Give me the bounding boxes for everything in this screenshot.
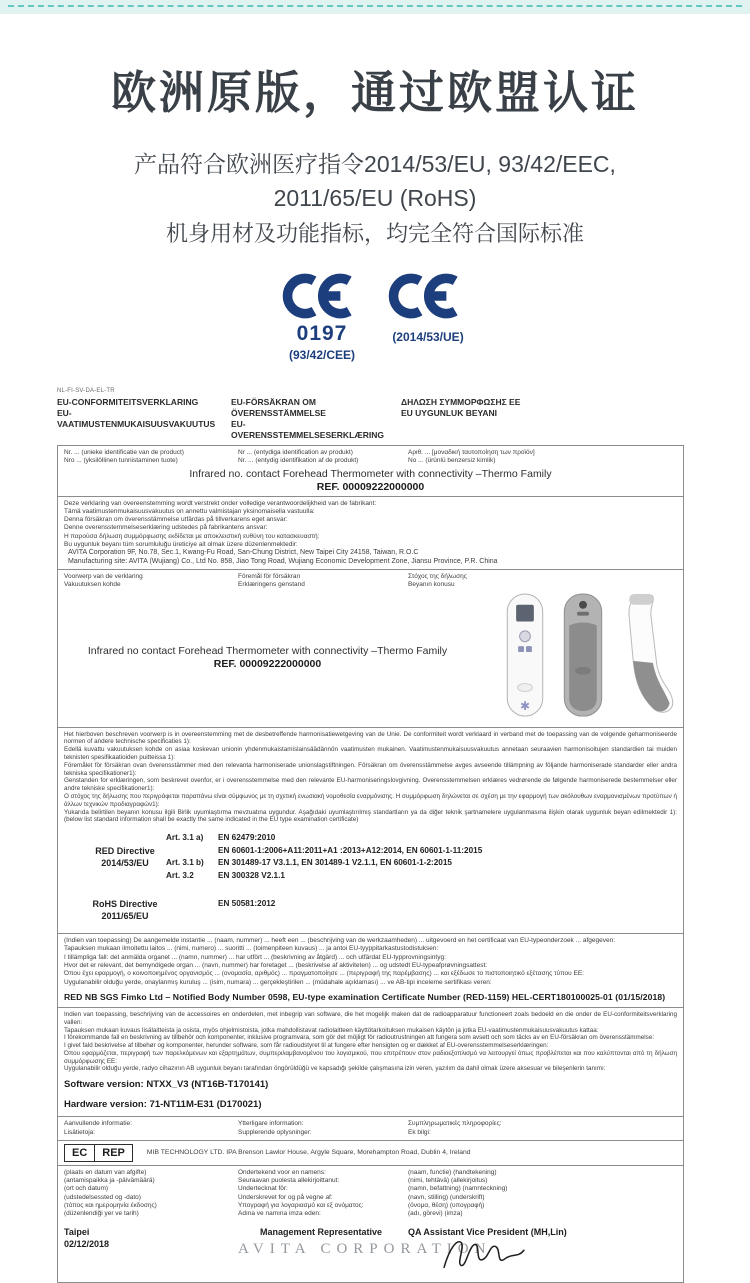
ec-rep-symbol: EC REP [64,1144,133,1162]
rohs-directive-name: RoHS Directive 2011/65/EU [92,899,158,922]
sign-role: Management Representative [259,1226,383,1237]
accessories-line: I givet fald beskrivelse af tilbehør og komponenter, herunder software, som får radioudstyret til at fungere efter hensigten og er dækket af EU-overensstemmelseserklæringen: [64,1042,549,1050]
red-directive-name: RED Directive 2014/53/EU [95,846,155,869]
subtitle-line-3: 机身用材及功能指标，均完全符合国际标准 [165,221,584,246]
ce-mark-medical [282,271,362,362]
harmonised-paragraph: Yukarıda belirtilen beyanın konusu ilgili Birlik uyumlaştırma mevzuatına uygundur. Aşağıdaki uyumlaştırılmış standartların ya da diğer teknik şartnamelere uygulanmasına ilişkin olarak uygunluk beyan edilmektedir 1): (below list standard information shall be exactly the same indicated in the EU type examination certificate) [64,808,677,824]
declaration-line: Tämä vaatimustenmukaisuusvakuutus on annettu valmistajan yksinomaisella vastuulla: [64,507,315,515]
directives-table [64,832,677,922]
product-name-2: Infrared no contact Forehead Thermometer with connectivity –Thermo Family [87,645,448,658]
subtitle-block [0,147,750,253]
nr-column: Αριθ. ... [μοναδική ταυτοποίηση των προϊόν] No ... (ürünlü benzersiz kimlik) [408,449,535,465]
ce-mark-icon [282,271,362,321]
accessories-line: Όπου εφαρμόζεται, περιγραφή των παρελκόμενων και εξαρτημάτων, συμπεριλαμβανομένου του λογισμικού, που επιτρέπουν στον ραδιοεξοπλισμό να λειτουργεί όπως προβλέπεται και που καλύπτονται από τη δήλωση συμμόρφωσης ΕΕ: [64,1049,677,1065]
signoff-label: (antamispaikka ja -päivämäärä) [64,1177,155,1185]
ce-notified-body-number: 0197 [296,322,348,345]
accessories-software-section [58,1008,683,1117]
thermometer-front-image [499,592,551,720]
nr-column: Nr ... (entydiga identification av produkt) Nr. ... (entydig identifikation af de produkt) [238,449,359,465]
notified-body-line: I tillämpliga fall: det anmälda organet ... (namn, nummer) ... har utfört ... (beskrivning av åtgärd) ... och utfärdat EU-typprovningsintyg: [64,953,446,961]
notified-body-line: Tapauksen mukaan ilmoitettu laitos ... (nimi, numero) ... suoritti ... (toimenpiteen kuvaus) ... ja antoi EU-tyyppitarkastustodistuksen: [64,945,439,953]
notified-body-result: RED NB SGS Fimko Ltd – Notified Body Number 0598, EU-type examination Certificate Number (RED-1159) HEL-CERT180100025-01 (01/15/2018) [64,991,666,1002]
sign-date: 02/12/2018 [64,1238,110,1249]
signature-image [438,1236,530,1274]
declaration-line: Bu uygunluk beyanı tüm sorumluluğu üreticiye ait olmak üzere düzenlenmektedir: [64,541,298,549]
signoff-section [58,1166,683,1282]
signoff-label: (ort och datum) [64,1185,109,1193]
additional-info-column: Ytterligare information: Supplerende oplysninger: [238,1120,312,1136]
thermometer-side-image [615,592,677,720]
ce-mark-red [388,271,468,344]
signoff-label: Adına ve namına imza eden: [238,1210,321,1218]
signoff-place-column [64,1169,234,1279]
additional-info-section [58,1117,683,1141]
declaration-line: Denna försäkran om överensstämmelse utfärdas på tillverkarens eget ansvar: [64,516,288,524]
signoff-label: (udstedelsessted og -dato) [64,1193,141,1201]
signoff-label: (düzenlendiği yer ve tarih) [64,1210,139,1218]
rohs-directive-row [84,898,677,922]
signoff-label: Seuraavan puolesta allekirjoittanut: [238,1177,340,1185]
svg-text:✱: ✱ [520,698,530,713]
object-product-text [64,590,477,724]
manufacturer-declaration-section [58,497,683,570]
ce-marks-row [0,271,750,362]
declaration-line: Denne overensstemmelseserklæring udstedes på fabrikantens ansvar: [64,524,268,532]
ec-rep-address: MIB TECHNOLOGY LTD. IPA Brenson Lawlor House, Argyle Square, Morehampton Road, Dublin 4, Ireland [146,1149,471,1157]
object-column: Föremål för försäkran Erklæringens genstand [238,572,305,589]
ce-mark-icon [388,271,468,321]
document-title-column: EU-FÖRSÄKRAN OM ÖVERENSSTÄMMELSE EU-OVERENSSTEMMELSESERKLÆRING [231,397,385,440]
harmonised-paragraphs [64,731,677,825]
document-titles [57,397,684,441]
thermometer-back-image [557,592,609,720]
rohs-standard: EN 50581:2012 [218,899,276,909]
standard-row: Art. 3.2 EN 300328 V2.1.1 [166,870,285,880]
software-version: Software version: NTXX_V3 (NT16B-T170141) [64,1079,269,1091]
signoff-label: (nimi, tehtävä) (allekirjoitus) [408,1177,488,1185]
standard-row: Art. 3.1 b) EN 301489-17 V3.1.1, EN 301489-1 V2.1.1, EN 60601-1-2:2015 [166,858,452,868]
ce-directive-label-2: (2014/53/UE) [392,330,464,344]
signoff-label: (τόπος και ημερομηνία έκδοσης) [64,1202,157,1210]
standard-row: Art. 3.1 a) EN 62479:2010 [166,833,276,843]
manufacturer-lines [64,549,677,566]
page-title: 欧洲原版，通过欧盟认证 [110,67,639,118]
notified-body-line: Uygulanabilir olduğu yerde, onaylanmış kuruluş ... (isim, numara) ... gerçekleştirilen ... (müdahale açıklaması) ... ve AB-tipi inceleme sertifikası veren: [64,978,492,986]
standard-row: EN 60601-1:2006+A11:2011+A1 :2013+A12:2014, EN 60601-1-11:2015 [218,845,483,855]
harmonised-paragraph: Edellä kuvattu vakuutuksen kohde on asiaa koskevan unionin yhdenmukaistamislainsäädännön vaatimusten mukainen. Vaatimustenmukaisuusvakuutus annetaan seuraavien harmonisoitujen standardien tai muiden teknisten spesifikaatioiden puitteissa 1): [64,746,677,761]
notified-body-lines [64,937,677,987]
notified-body-line: (Indien van toepassing) De aangemelde instantie ... (naam, nummer) ... heeft een ... (beschrijving van de werkzaamheden) ... uitgevoerd en het certificaat van EU-typeonderzoek ... afgegeven: [64,937,615,945]
signoff-label: (όνομα, θέση) (υπογραφή) [408,1202,485,1210]
notified-body-line: Όπου έχει εφαρμογή, ο κοινοποιημένος οργανισμός ... (ονομασία, αριθμός) ... πραγματοποίησε ... (περιγραφή της παρέμβασης) ... και εξέδωσε το πιστοποιητικό εξέτασης τύπου ΕΕ: [64,970,584,978]
top-dashed-border [0,0,750,14]
object-column: Στόχος της δήλωσης Beyanın konusu [408,572,467,589]
accessories-line: Indien van toepassing, beschrijving van de accessoires en onderdelen, met inbegrip van software, die het mogelijk maken dat de radioapparatuur functioneert zoals bedoeld en die onder de EU-conformiteitsverklaring vallen: [64,1010,677,1026]
signoff-label: Ondertekend voor en namens: [238,1168,326,1176]
product-ref: REF. 00009222000000 [316,480,425,493]
signoff-label: Υπογραφή για λογαριασμό και εξ ονόματος: [238,1202,364,1210]
accessories-line: I förekommande fall en beskrivning av tillbehör och komponenter, inklusive programvara, som gör det möjligt för radioutrustningen att fungera som avsett och som täcks av en EU-försäkran om överensstämmelse: [64,1034,655,1042]
hardware-version: Hardware version: 71-NT11M-E31 (D170021) [64,1099,262,1111]
signoff-label: (namn, befattning) (namnteckning) [408,1185,508,1193]
ec-rep-section [58,1141,683,1166]
document-body [57,445,684,1283]
manufacturer-address: Manufacturing site: AVITA (Wujiang) Co., Ltd No. 858, Jiao Tong Road, Wujiang Economic Development Zone, Jiansu Province, P.R. China [68,557,498,565]
signoff-label: (plaats en datum van afgifte) [64,1168,147,1176]
nr-column: Nr. ... (unieke identificatie van de product) Nro ... (yksilöllinen tunnistaminen tuote) [64,449,184,465]
declaration-lines [64,500,677,550]
declaration-line: Deze verklaring van overeenstemming wordt verstrekt onder volledige verantwoordelijkheid van de fabrikant: [64,499,377,507]
accessories-lines [64,1011,677,1073]
signoff-label: (adı, görevi) (imza) [408,1210,463,1218]
signoff-columns [64,1169,677,1279]
product-ref-2: REF. 00009222000000 [213,658,322,671]
subtitle-line-2: 2011/65/EU (RoHS) [273,185,477,211]
manufacturer-address: AVITA Corporation 9F, No.78, Sec.1, Kwang-Fu Road, San-Chung District, New Taipei City 24158, Taiwan, R.O.C [68,549,419,557]
document-title-column: EU-CONFORMITEITSVERKLARING EU-VAATIMUSTENMUKAISUUSVAKUUTUS [57,397,216,429]
harmonised-paragraph: Ο στόχος της δήλωσης που περιγράφεται παραπάνω είναι σύμφωνος με τη σχετική ενωσιακή νομοθεσία εναρμόνισης. Η συμμόρφωση δηλώνεται σε σχέση με την εφαρμογή των ακόλουθων εναρμονισμένων προτύπων ή άλλων τεχνικών προδιαγραφών1): [64,792,677,808]
red-directive-row [84,832,677,882]
sign-name: QA Assistant Vice President (MH,Lin) [408,1226,567,1237]
product-name: Infrared no. contact Forehead Thermometer with connectivity –Thermo Family [189,467,552,480]
notified-body-section [58,934,683,1008]
additional-info-column: Συμπληρωματικές πληροφορίες: Ek bilgi: [408,1120,502,1136]
object-of-declaration-section [58,570,683,728]
signoff-label: Undertecknat för: [238,1185,288,1193]
nr-columns [64,449,677,466]
object-columns [64,573,677,590]
red-directive-standards [166,832,677,882]
additional-info-columns [64,1120,677,1137]
subtitle-line-1: 产品符合欧洲医疗指令2014/53/EU, 93/42/EEC, [134,151,616,177]
declaration-line: Η παρούσα δήλωση συμμόρφωσης εκδίδεται με αποκλειστική ευθύνη του κατασκευαστή: [64,532,320,540]
signoff-label: (naam, functie) (handtekening) [408,1168,497,1176]
additional-info-column: Aanvullende informatie: Lisätietoja: [64,1120,132,1136]
signoff-label: Underskrevet for og på vegne af: [238,1193,333,1201]
object-column: Voorwerp van de verklaring Vakuutuksen kohde [64,572,143,589]
signoff-name-column [408,1169,677,1279]
document-title-column: ΔΗΛΩΣΗ ΣΥΜΜΟΡΦΩΣΗΣ ΕΕ EU UYGUNLUK BEYANI [401,397,521,418]
accessories-line: Uygulanabilir olduğu yerde, radyo cihazının AB uygunluk beyanı tarafından öngörüldüğü ve kapsadığı şekilde çalışmasına izin veren, yazılım da dahil olmak üzere aksesuar ve bileşenlerin tanımı: [64,1065,606,1073]
company-stamp: AVITA CORPORATION [238,1240,492,1257]
notified-body-line: Hvor det er relevant, det bemyndigede organ ... (navn, nummer) har foretaget ... (beskrivelse af aktiviteten) ... og udstedt EU-typeafprøvningsattest: [64,962,488,970]
harmonised-paragraph: Genstanden for erklæringen, som beskrevet ovenfor, er i overensstemmelse med den relevante EU-harmoniseringslovgivning. Overensstemmelsen erklæres vedrørende de følgende harmoniserede bestemmelser eller andre tekniske specifikationer1): [64,777,677,793]
harmonised-standards-section [58,728,683,935]
certificate-document [57,388,684,1283]
language-code-line: NL-FI-SV-DA-EL-TR [57,388,115,394]
harmonised-paragraph: Het hierboven beschreven voorwerp is in overeenstemming met de desbetreffende harmonisatiewetgeving van de Unie. De conformiteit wordt verklaard in verband met de toepassing van de volgende geharmoniseerde normen of andere technische specificaties 1): [64,730,677,746]
accessories-line: Tapauksen mukaan kuvaus lisälaitteista ja osista, myös ohjelmistoista, jotka mahdollistavat radiolaitteen käyttötarkoituksen mukaisen käytön ja jotka EU-vaatimustenmukaisuusvakuutus kattaa: [64,1026,599,1034]
signoff-label: (navn, stilling) (underskrift) [408,1193,485,1201]
ce-directive-label-1: (93/42/CEE) [288,348,356,362]
harmonised-paragraph: Föremålet för försäkran ovan överensstämmer med den relevanta harmoniserade unionslagstiftningen. Försäkran om överensstämmelse avges avseende tillämpning av följande harmoniserade standarder eller andra tekniska specifikationer1): [64,761,677,777]
thermometer-images [477,590,677,724]
object-body [64,590,677,724]
product-id-section [58,446,683,497]
sign-place: Taipei [64,1226,90,1237]
